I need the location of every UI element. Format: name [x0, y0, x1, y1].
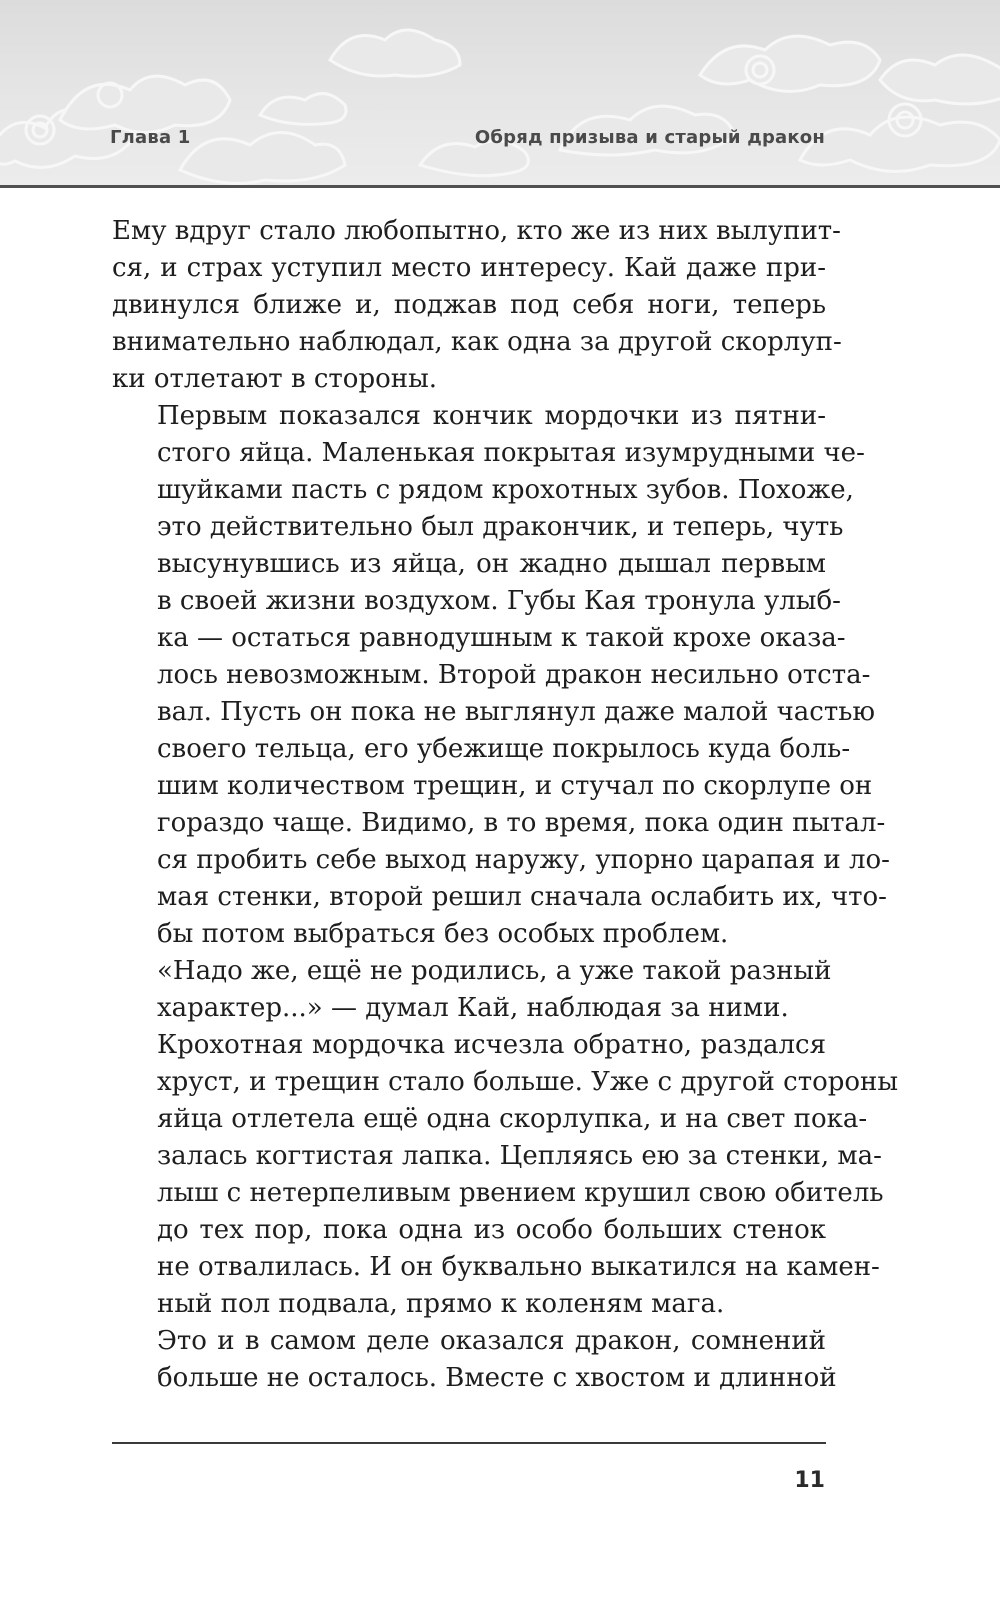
text-line: «Надо же, ещё не родились, а уже такой разный	[157, 956, 832, 986]
text-line: своего тельца, его убежище покрылось куда боль-	[157, 734, 851, 764]
text-line: шуйками пасть с рядом крохотных зубов. Похоже,	[157, 475, 854, 505]
text-line: стого яйца. Маленькая покрытая изумрудными че-	[157, 438, 865, 468]
paragraph	[112, 213, 842, 398]
text-line: характер...» — думал Кай, наблюдая за ними.	[157, 993, 789, 1023]
text-line: залась когтистая лапка. Цепляясь ею за стенки, ма-	[157, 1141, 882, 1171]
header-divider	[0, 185, 1000, 188]
cloud-ornament	[0, 0, 1000, 185]
text-line: высунувшись из яйца, он жадно дышал первым	[157, 549, 826, 579]
chapter-title: Обряд призыва и старый дракон	[474, 127, 825, 148]
text-line: больше не осталось. Вместе с хвостом и длинной	[157, 1363, 837, 1393]
page-number: 11	[794, 1468, 825, 1493]
chapter-label: Глава 1	[110, 127, 191, 148]
paragraph	[112, 953, 832, 1027]
text-line: не отвалилась. И он буквально выкатился на камен-	[157, 1252, 880, 1282]
text-line: лось невозможным. Второй дракон несильно отста-	[157, 660, 871, 690]
text-line: бы потом выбраться без особых проблем.	[157, 919, 729, 949]
text-line: ный пол подвала, прямо к коленям мага.	[157, 1289, 725, 1319]
paragraph	[112, 398, 890, 953]
text-line: ся пробить себе выход наружу, упорно царапая и ло-	[157, 845, 890, 875]
page-header	[0, 0, 1000, 185]
text-line: мая стенки, второй решил сначала ослабить их, что-	[157, 882, 887, 912]
text-line: Ему вдруг стало любопытно, кто же из них вылупит-	[112, 216, 841, 246]
text-line: Первым показался кончик мордочки из пятни-	[157, 401, 826, 431]
text-line: до тех пор, пока одна из особо больших стенок	[157, 1215, 826, 1245]
text-line: ка — остаться равнодушным к такой крохе оказа-	[157, 623, 846, 653]
body-text	[112, 213, 899, 1397]
text-line: ки отлетают в стороны.	[112, 364, 438, 394]
text-line: шим количеством трещин, и стучал по скорлупе он	[157, 771, 873, 801]
footer-divider	[112, 1442, 826, 1444]
text-line: внимательно наблюдал, как одна за другой скорлуп-	[112, 327, 842, 357]
text-line: гораздо чаще. Видимо, в то время, пока один пытал-	[157, 808, 886, 838]
paragraph	[112, 1323, 837, 1397]
text-line: двинулся ближе и, поджав под себя ноги, теперь	[112, 290, 826, 320]
text-line: вал. Пусть он пока не выглянул даже малой частью	[157, 697, 876, 727]
text-line: хруст, и трещин стало больше. Уже с другой стороны	[157, 1067, 899, 1097]
text-line: лыш с нетерпеливым рвением крушил свою обитель	[157, 1178, 884, 1208]
text-line: Это и в самом деле оказался дракон, сомнений	[157, 1326, 826, 1356]
paragraph	[112, 1027, 899, 1323]
text-line: ся, и страх уступил место интересу. Кай даже при-	[112, 253, 826, 283]
text-line: это действительно был дракончик, и теперь, чуть	[157, 512, 844, 542]
text-line: в своей жизни воздухом. Губы Кая тронула улыб-	[157, 586, 841, 616]
text-line: яйца отлетела ещё одна скорлупка, и на свет пока-	[157, 1104, 868, 1134]
text-line: Крохотная мордочка исчезла обратно, раздался	[157, 1030, 826, 1060]
